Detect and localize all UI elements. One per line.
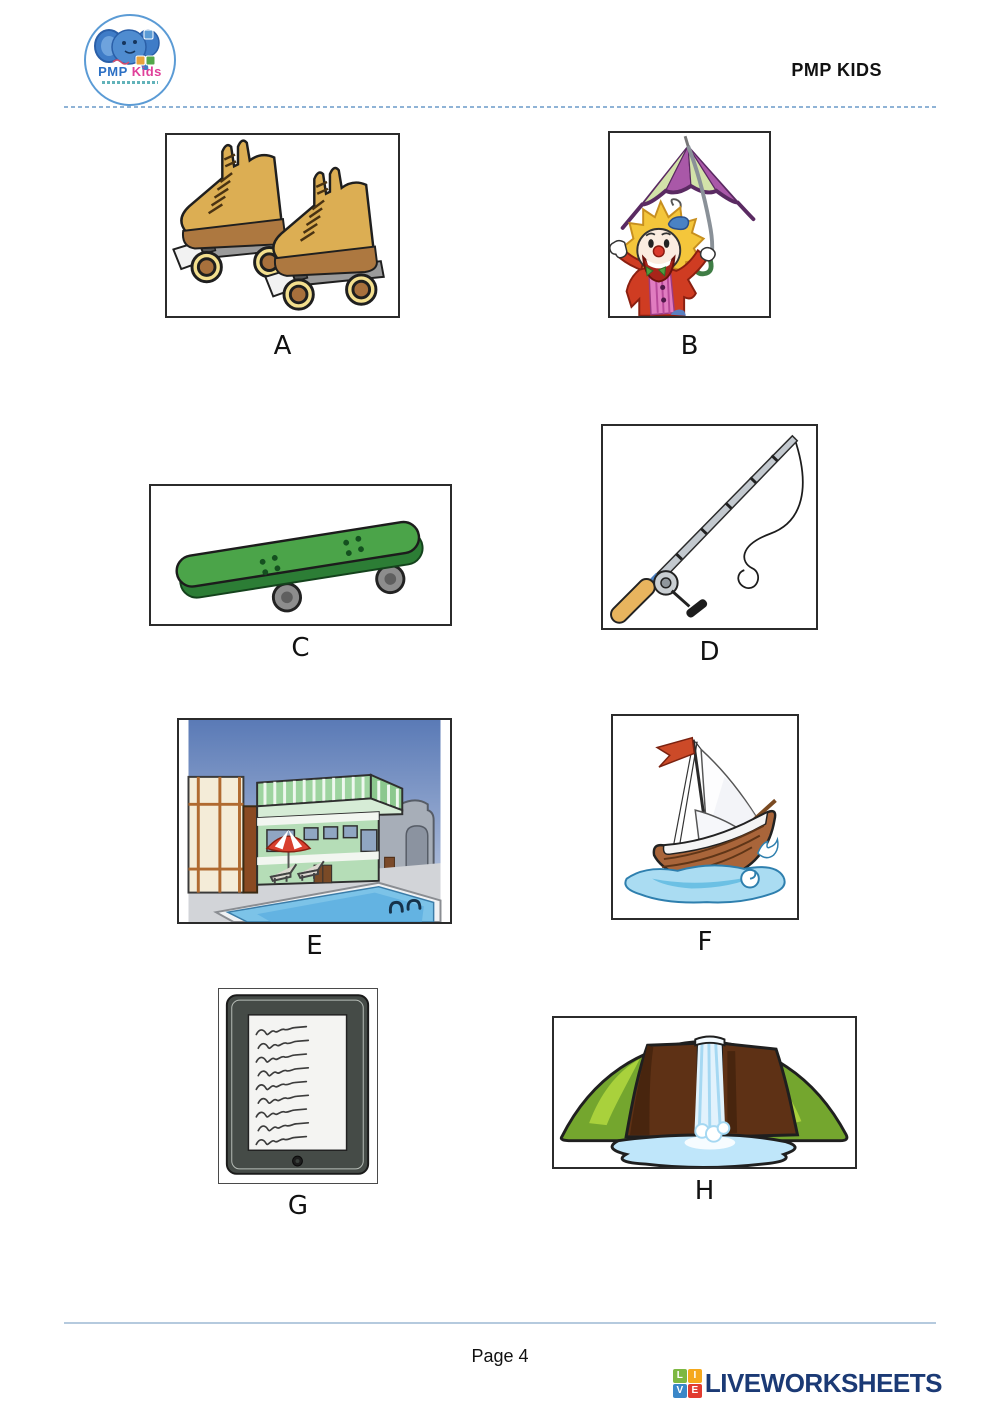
waterfall-illustration bbox=[554, 1018, 855, 1167]
image-d-fishing-rod[interactable] bbox=[601, 424, 818, 630]
pmp-kids-logo bbox=[84, 14, 176, 106]
label-c: C bbox=[291, 633, 310, 663]
fishing-rod-illustration bbox=[603, 426, 816, 628]
logo-wordmark bbox=[98, 66, 162, 78]
figure-d bbox=[601, 424, 818, 665]
liveworksheets-tile-e: E bbox=[688, 1384, 702, 1398]
label-d: D bbox=[699, 637, 720, 667]
image-g-tablet[interactable] bbox=[218, 988, 378, 1184]
sailboat-illustration bbox=[613, 716, 797, 918]
image-a-roller-skates[interactable] bbox=[165, 133, 400, 318]
liveworksheets-tiles-icon bbox=[673, 1369, 702, 1398]
clown-umbrella-illustration bbox=[610, 133, 769, 316]
figure-h bbox=[552, 1016, 857, 1204]
label-h: H bbox=[694, 1176, 715, 1206]
liveworksheets-wordmark: LIVEWORKSHEETS bbox=[704, 1368, 942, 1398]
label-e: E bbox=[306, 931, 323, 961]
image-e-swimming-pool[interactable] bbox=[177, 718, 452, 924]
liveworksheets-tile-l: L bbox=[673, 1369, 687, 1383]
page-title: PMP KIDS bbox=[791, 60, 882, 80]
footer-divider bbox=[64, 1322, 936, 1324]
figure-f bbox=[611, 714, 799, 955]
figure-c bbox=[149, 484, 452, 661]
label-a: A bbox=[273, 331, 292, 361]
liveworksheets-logo[interactable] bbox=[673, 1368, 942, 1399]
liveworksheets-tile-v: V bbox=[673, 1384, 687, 1398]
figure-b bbox=[608, 131, 771, 359]
page-number: Page 4 bbox=[471, 1346, 529, 1366]
liveworksheets-tile-i: I bbox=[688, 1369, 702, 1383]
image-b-clown-umbrella[interactable] bbox=[608, 131, 771, 318]
label-g: G bbox=[287, 1191, 309, 1221]
skateboard-illustration bbox=[151, 486, 450, 624]
label-f: F bbox=[697, 927, 713, 957]
elephant-icon bbox=[85, 16, 175, 70]
figure-a bbox=[165, 133, 400, 359]
logo-word-kids: Kids bbox=[131, 64, 162, 79]
swimming-pool-illustration bbox=[179, 720, 450, 922]
image-f-sailboat[interactable] bbox=[611, 714, 799, 920]
image-c-skateboard[interactable] bbox=[149, 484, 452, 626]
logo-word-pmp: PMP bbox=[98, 64, 128, 79]
roller-skates-illustration bbox=[167, 135, 398, 316]
logo-tagline-line bbox=[102, 81, 158, 84]
tablet-illustration bbox=[219, 989, 376, 1182]
image-h-waterfall[interactable] bbox=[552, 1016, 857, 1169]
label-b: B bbox=[680, 331, 699, 361]
figure-g bbox=[218, 988, 378, 1219]
header-divider bbox=[64, 106, 936, 108]
figure-e bbox=[177, 718, 452, 959]
